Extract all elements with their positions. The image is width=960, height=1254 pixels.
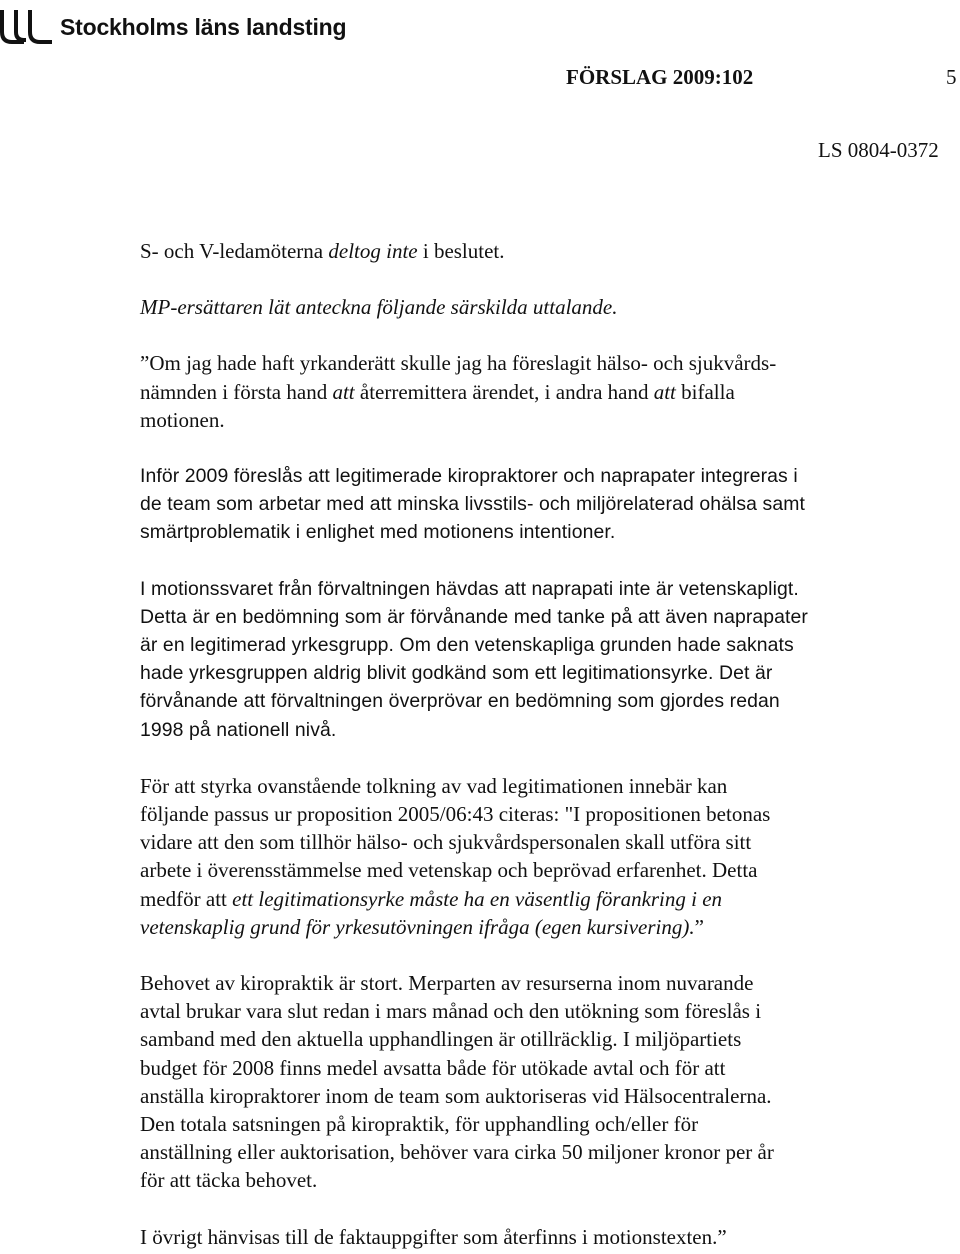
paragraph-statement: ”Om jag hade haft yrkanderätt skulle jag ha föreslagit hälso- och sjukvårds- nämnden i första hand att återremittera ärendet, i andra hand att bifalla motionen. [140,351,777,432]
organization-name: Stockholms läns landsting [60,14,347,40]
paragraph-statement-intro: MP-ersättaren lät anteckna följande särskilda uttalande. [140,295,618,320]
document-title: FÖRSLAG 2009:102 [566,65,754,89]
paragraph-decision: S- och V-ledamöterna deltog inte i beslutet. [140,239,505,263]
paragraph-legitimation: För att styrka ovanstående tolkning av vad legitimationen innebär kan följande passus ur proposition 2005/06:43 citeras: "I propositionen betonas vidare att den som tillhör hälso- och sjukvårdspersonalen skall utföra sitt arbete i överensstämmelse med vetenskap och beprövad erfarenhet. Detta medför att ett legitimationsyrke måste ha en väsentlig förankring i en vetenskaplig grund för yrkesutövningen ifråga (egen kursivering).” [140,773,771,939]
paragraph-closing: I övrigt hänvisas till de faktauppgifter som återfinns i motionstexten.” [140,1224,727,1249]
page-number: 5 [946,65,957,89]
sll-logo-icon [0,10,52,44]
document-reference: LS 0804-0372 [818,138,939,162]
paragraph-proposal: Inför 2009 föreslås att legitimerade kiropraktorer och naprapater integreras i de team som arbetar med att minska livsstils- och miljörelaterad ohälsa samt smärtproblematik i enlighet med motionens intentioner. [140,465,805,544]
paragraph-naprapathy: I motionssvaret från förvaltningen hävdas att naprapati inte är vetenskapligt. Detta är en bedömning som är förvånande med tanke på att även naprapater är en legitimerad yrkesgrupp. Om den vetenskapliga grunden hade saknats hade yrkesgruppen aldrig blivit godkänd som ett legitimationsyrke. Det är förvånande att förvaltningen överprövar en bedömning som gjordes redan 1998 på nationell nivå. [140,577,808,741]
paragraph-need: Behovet av kiropraktik är stort. Merparten av resurserna inom nuvarande avtal brukar vara slut redan i mars månad och den utökning som föreslås i samband med den aktuella upphandlingen är otillräcklig. I miljöpartiets budget för 2008 finns medel avsatta både för utökade avtal och för att anställa kiropraktorer inom de team som auktoriseras vid Hälsocentralerna. Den totala satsningen på kiropraktik, för upphandling och/eller för anställning eller auktorisation, behöver vara cirka 50 miljoner kronor per år för att täcka behovet. [140,971,774,1193]
document-body [140,237,956,1251]
organization-logo [0,10,346,44]
